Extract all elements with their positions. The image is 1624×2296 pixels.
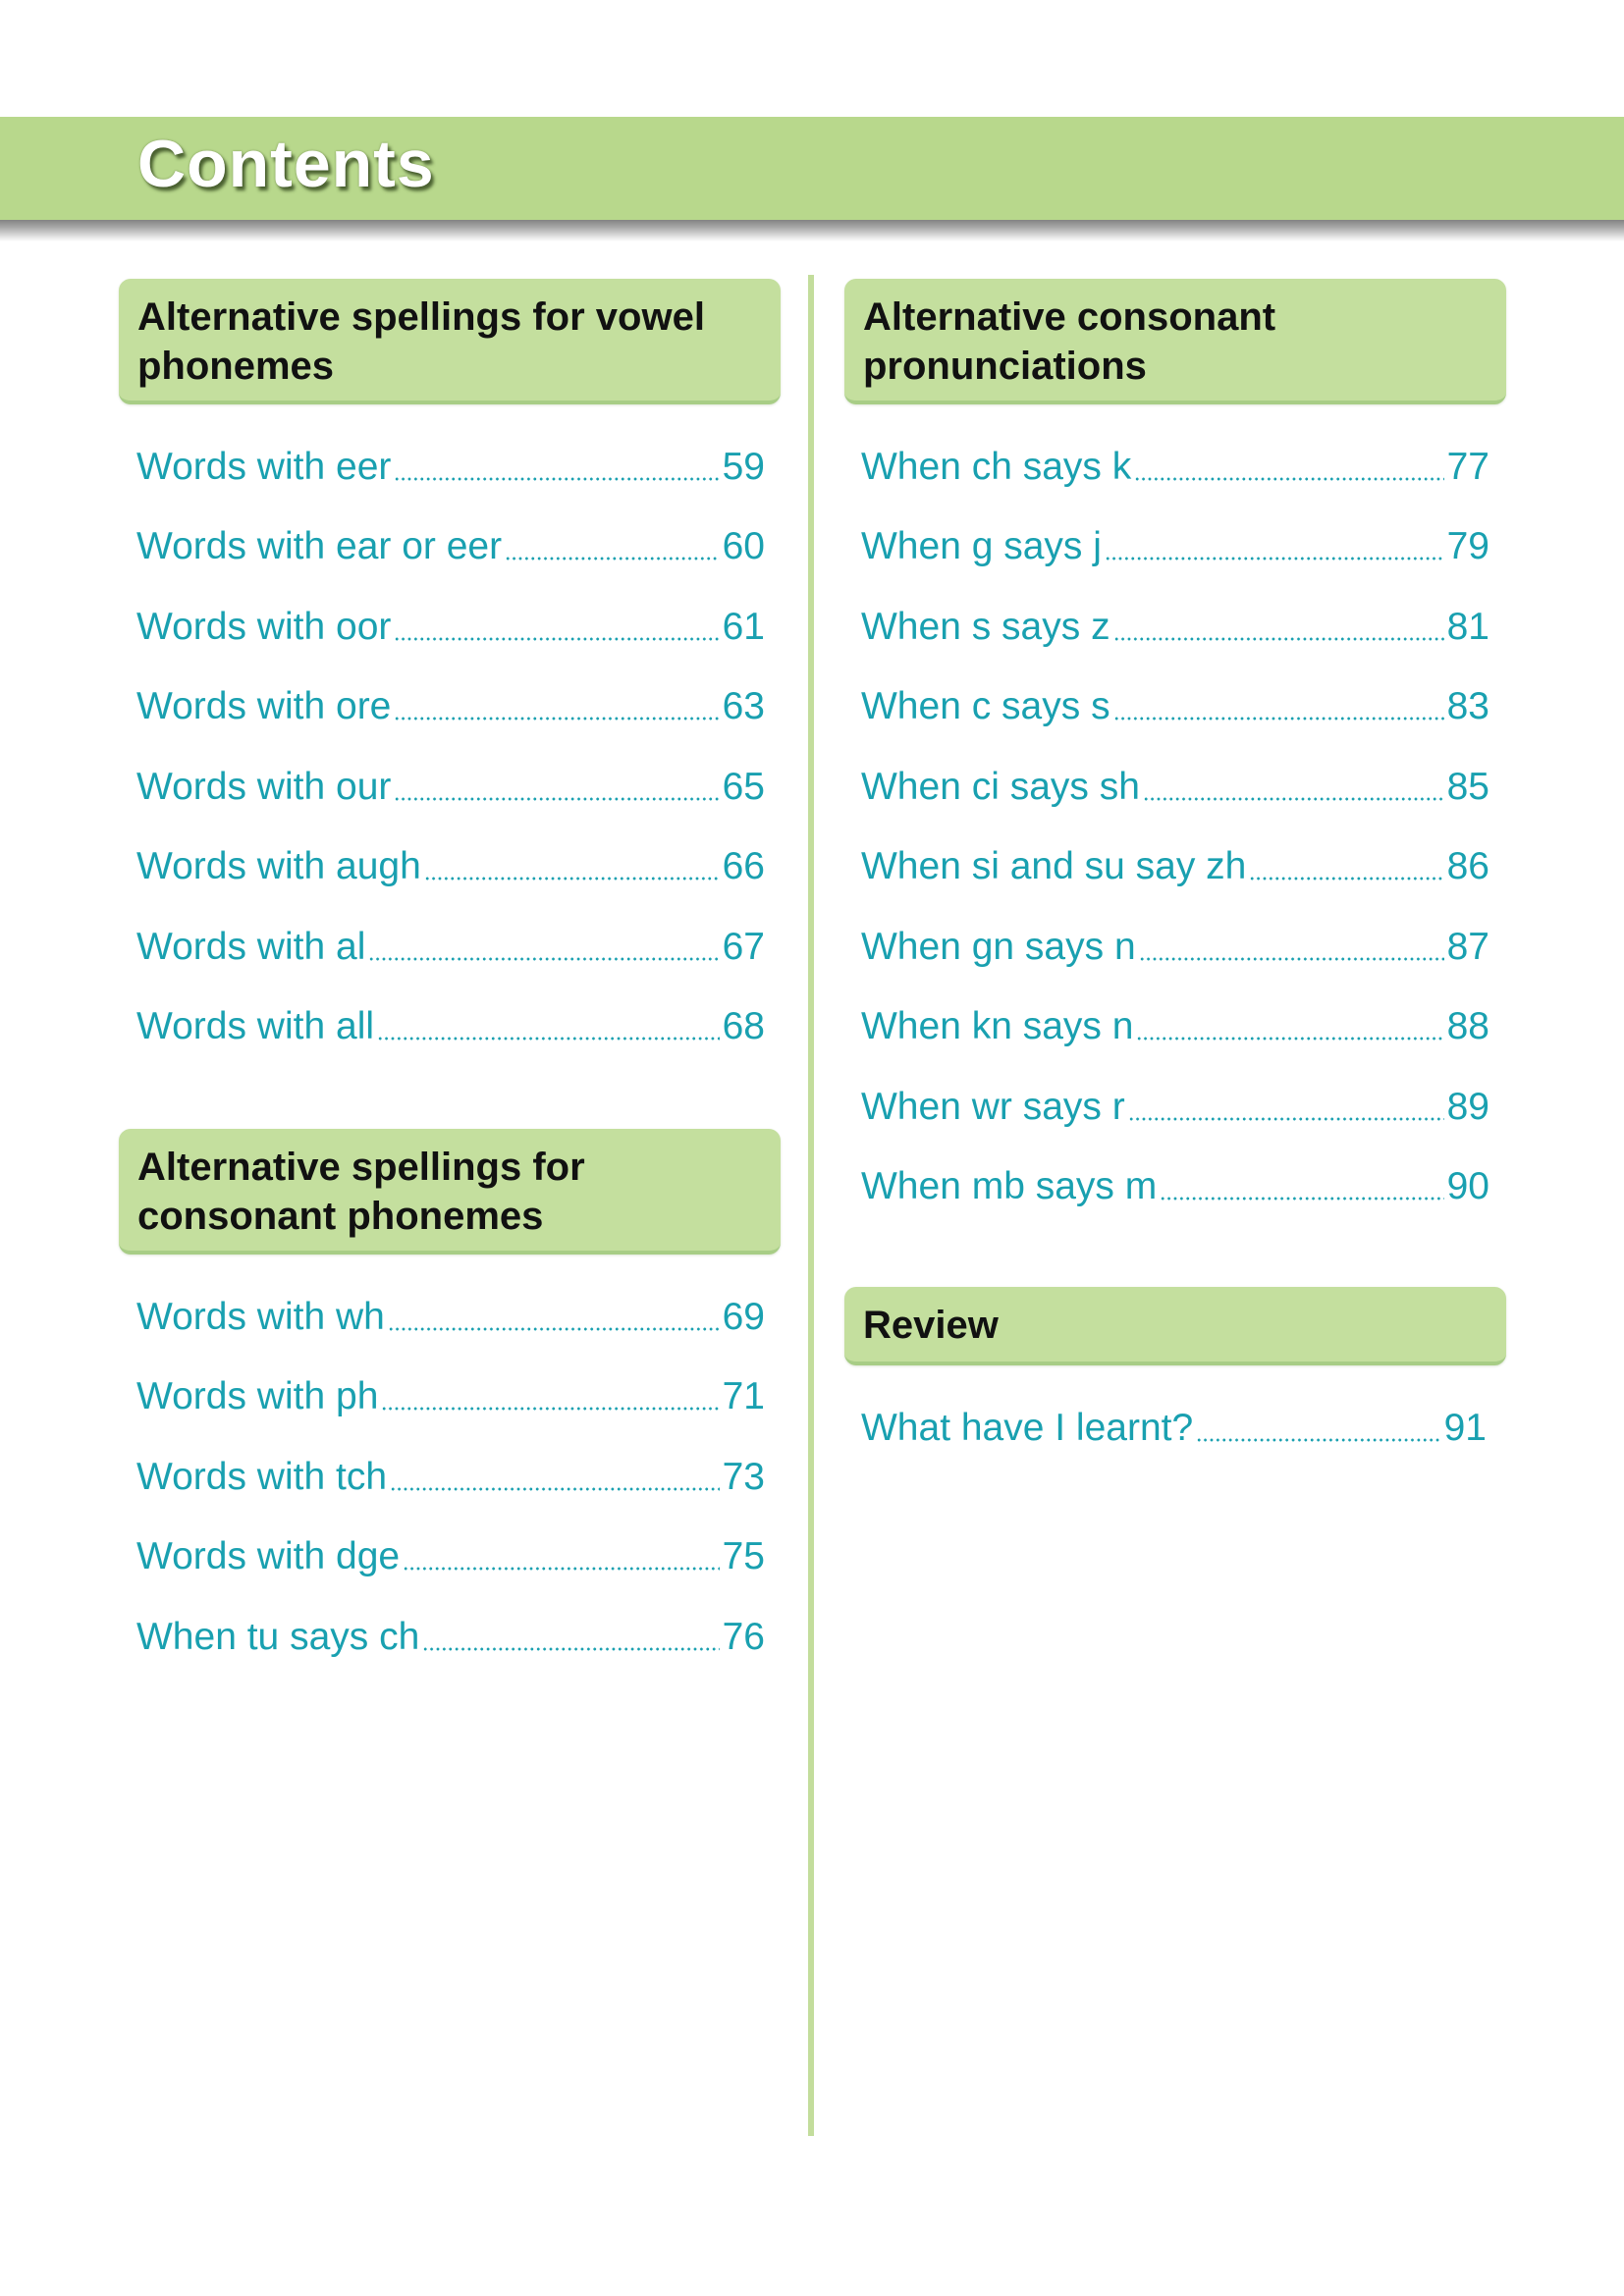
entry-label: When wr says r bbox=[861, 1086, 1125, 1128]
entry-page: 76 bbox=[722, 1616, 765, 1658]
entry-label: When tu says ch bbox=[136, 1616, 420, 1658]
entry-label: Words with ear or eer bbox=[136, 525, 503, 567]
entry-page: 67 bbox=[722, 926, 765, 968]
toc-entry-words-with-wh[interactable] bbox=[136, 1293, 765, 1342]
toc-entry-when-g-says-j[interactable] bbox=[861, 522, 1489, 571]
entry-label: Words with eer bbox=[136, 446, 392, 488]
toc-entry-words-with-our[interactable] bbox=[136, 763, 765, 812]
dot-leader bbox=[381, 1407, 719, 1411]
entry-label: When mb says m bbox=[861, 1165, 1158, 1207]
dot-leader bbox=[1134, 477, 1443, 481]
section-title: Alternative spellings for consonant phonemes bbox=[137, 1146, 585, 1238]
section-title: Alternative consonant pronunciations bbox=[863, 295, 1276, 388]
dot-leader bbox=[1128, 1117, 1444, 1121]
entry-label: When c says s bbox=[861, 685, 1110, 727]
section-title: Alternative spellings for vowel phonemes bbox=[137, 295, 705, 388]
toc-entry-words-with-ore[interactable] bbox=[136, 682, 765, 731]
entry-label: Words with ore bbox=[136, 685, 392, 727]
dot-leader bbox=[1249, 877, 1443, 881]
dot-leader bbox=[422, 1647, 719, 1651]
section-header-vowel-phonemes bbox=[119, 279, 781, 404]
entry-label: Words with al bbox=[136, 926, 366, 968]
entry-page: 79 bbox=[1446, 525, 1489, 567]
entry-label: What have I learnt? bbox=[861, 1407, 1194, 1449]
dot-leader bbox=[403, 1567, 720, 1571]
toc-entry-when-gn-says-n[interactable] bbox=[861, 923, 1489, 972]
toc-entry-when-tu-says-ch[interactable] bbox=[136, 1613, 765, 1662]
entry-label: When ch says k bbox=[861, 446, 1132, 488]
dot-leader bbox=[388, 1327, 720, 1331]
toc-entry-when-ch-says-k[interactable] bbox=[861, 443, 1489, 492]
entry-page: 73 bbox=[722, 1456, 765, 1498]
dot-leader bbox=[394, 717, 719, 721]
entry-label: Words with our bbox=[136, 766, 392, 808]
toc-entry-words-with-ph[interactable] bbox=[136, 1372, 765, 1421]
dot-leader bbox=[1160, 1197, 1443, 1201]
entry-label: Words with ph bbox=[136, 1375, 379, 1417]
toc-entry-what-have-i-learnt[interactable] bbox=[861, 1404, 1487, 1453]
toc-entry-when-kn-says-n[interactable] bbox=[861, 1002, 1489, 1051]
entry-page: 77 bbox=[1446, 446, 1489, 488]
page-title: Contents bbox=[137, 127, 435, 201]
entry-label: Words with all bbox=[136, 1005, 375, 1047]
entry-page: 61 bbox=[722, 606, 765, 648]
dot-leader bbox=[1139, 957, 1444, 961]
toc-entry-words-with-augh[interactable] bbox=[136, 842, 765, 891]
entry-label: When si and su say zh bbox=[861, 845, 1247, 887]
toc-entry-when-ci-says-sh[interactable] bbox=[861, 763, 1489, 812]
toc-entry-words-with-tch[interactable] bbox=[136, 1453, 765, 1502]
entry-page: 60 bbox=[722, 525, 765, 567]
section-header-consonant-pronunciations bbox=[844, 279, 1506, 404]
section-title: Review bbox=[863, 1304, 999, 1347]
entry-page: 59 bbox=[722, 446, 765, 488]
entry-page: 83 bbox=[1446, 685, 1489, 727]
entry-label: When gn says n bbox=[861, 926, 1136, 968]
column-divider bbox=[808, 275, 814, 2136]
entry-page: 69 bbox=[722, 1296, 765, 1338]
entry-label: Words with oor bbox=[136, 606, 392, 648]
toc-entry-when-si-and-su-say-zh[interactable] bbox=[861, 842, 1489, 891]
entry-page: 81 bbox=[1446, 606, 1489, 648]
dot-leader bbox=[505, 557, 720, 561]
toc-entry-words-with-al[interactable] bbox=[136, 923, 765, 972]
entry-page: 68 bbox=[722, 1005, 765, 1047]
dot-leader bbox=[377, 1037, 720, 1041]
entry-page: 63 bbox=[722, 685, 765, 727]
dot-leader bbox=[368, 957, 719, 961]
toc-entry-when-s-says-z[interactable] bbox=[861, 603, 1489, 652]
toc-entry-words-with-dge[interactable] bbox=[136, 1532, 765, 1581]
entry-label: When g says j bbox=[861, 525, 1102, 567]
entry-page: 65 bbox=[722, 766, 765, 808]
dot-leader bbox=[1113, 717, 1444, 721]
dot-leader bbox=[394, 797, 719, 801]
section-header-consonant-phonemes bbox=[119, 1129, 781, 1255]
toc-entry-words-with-eer[interactable] bbox=[136, 443, 765, 492]
entry-page: 75 bbox=[722, 1535, 765, 1577]
entry-page: 87 bbox=[1446, 926, 1489, 968]
dot-leader bbox=[1196, 1438, 1440, 1442]
entry-page: 66 bbox=[722, 845, 765, 887]
entry-page: 88 bbox=[1446, 1005, 1489, 1047]
entry-label: Words with dge bbox=[136, 1535, 401, 1577]
toc-entry-when-wr-says-r[interactable] bbox=[861, 1083, 1489, 1132]
entry-page: 85 bbox=[1446, 766, 1489, 808]
entry-page: 86 bbox=[1446, 845, 1489, 887]
section-header-review bbox=[844, 1287, 1506, 1365]
toc-entry-when-c-says-s[interactable] bbox=[861, 682, 1489, 731]
entry-page: 71 bbox=[722, 1375, 765, 1417]
toc-entry-words-with-all[interactable] bbox=[136, 1002, 765, 1051]
toc-entry-words-with-oor[interactable] bbox=[136, 603, 765, 652]
toc-entry-words-with-ear-or-eer[interactable] bbox=[136, 522, 765, 571]
dot-leader bbox=[394, 477, 719, 481]
dot-leader bbox=[1136, 1037, 1443, 1041]
entry-page: 89 bbox=[1446, 1086, 1489, 1128]
entry-label: When s says z bbox=[861, 606, 1110, 648]
toc-entry-when-mb-says-m[interactable] bbox=[861, 1162, 1489, 1211]
dot-leader bbox=[1113, 637, 1444, 641]
entry-label: Words with tch bbox=[136, 1456, 388, 1498]
dot-leader bbox=[390, 1487, 720, 1491]
dot-leader bbox=[1105, 557, 1444, 561]
dot-leader bbox=[394, 637, 719, 641]
dot-leader bbox=[1143, 797, 1444, 801]
entry-label: Words with augh bbox=[136, 845, 421, 887]
entry-label: Words with wh bbox=[136, 1296, 385, 1338]
entry-page: 90 bbox=[1446, 1165, 1489, 1207]
entry-label: When ci says sh bbox=[861, 766, 1140, 808]
entry-label: When kn says n bbox=[861, 1005, 1134, 1047]
banner-shadow bbox=[0, 220, 1624, 241]
entry-page: 91 bbox=[1443, 1407, 1487, 1449]
dot-leader bbox=[424, 877, 720, 881]
